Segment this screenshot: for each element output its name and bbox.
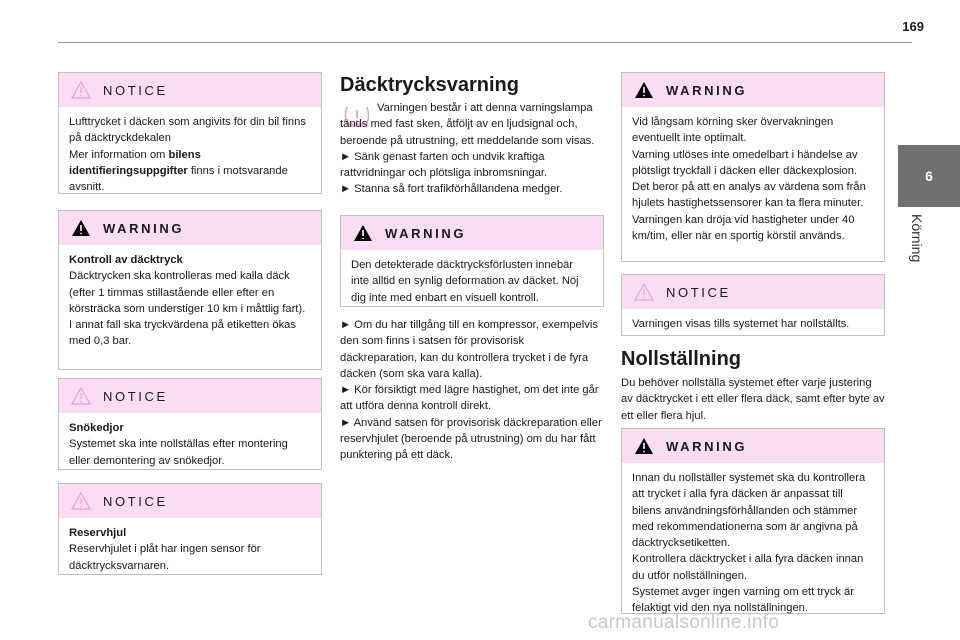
notice-triangle-icon xyxy=(71,492,91,510)
notice-header xyxy=(59,484,321,518)
chapter-title xyxy=(904,215,924,285)
tyre-warning-intro: Varningen består i att denna varningslampa tänds med fast sken, åtföljt av en ljudsignal och, beroende på utrustning, ett meddelande som visas. xyxy=(340,102,595,147)
warning-box-pressure-check xyxy=(58,210,322,370)
warning-box-deformation xyxy=(340,215,604,307)
warning-text: Däcktrycken ska kontrolleras med kalla däck (efter 1 timmas stillastående eller efter en körsträcka som understiger 10 km i måttlig fart). I annat fall ska tryckvärdena på etiketten ökas med 0,3 bar. xyxy=(69,270,306,348)
notice-header xyxy=(622,275,884,309)
warning-label: WARNING xyxy=(666,82,748,98)
notice-header xyxy=(59,73,321,107)
warning-header xyxy=(622,73,884,107)
section-heading-reset: Nollställning xyxy=(621,348,741,370)
warning-triangle-icon xyxy=(353,224,373,242)
warning-label: WARNING xyxy=(666,438,748,454)
tyre-actions xyxy=(340,317,604,464)
notice-text-end: finns i motsvarande avsnitt. xyxy=(69,164,288,194)
notice-label: NOTICE xyxy=(103,388,168,404)
notice-text: Reservhjulet i plåt har ingen sensor för däcktrycksvarnaren. xyxy=(69,543,261,572)
notice-label: NOTICE xyxy=(666,284,731,300)
notice-bold-text: bilens identifieringsuppgifter xyxy=(69,148,201,177)
warning-box-monitoring xyxy=(621,72,885,262)
warning-text: Innan du nollställer systemet ska du kontrollera att trycket i alla fyra däcken är anpassat till bilens användningsförhållanden och stämmer med rekommendationerna som är angivna på däcktrycksetiketten. Kontrollera däcktrycket i alla fyra däcken innan du utför nollställningen. Systemet avger ingen varning om ett tryck är felaktigt vid den nya nollställningen. xyxy=(632,472,866,615)
bullet-compressor: ► Om du har tillgång till en kompressor, exempelvis den som finns i satsen för provisorisk däckreparation, kan du kontrollera trycket i de fyra däcken (som ska vara kalla). xyxy=(340,319,598,380)
watermark: carmanualsonline.info xyxy=(588,612,780,633)
warning-label: WARNING xyxy=(103,220,185,236)
top-rule xyxy=(58,42,912,43)
notice-box-pressure-label xyxy=(58,72,322,194)
page-number: 169 xyxy=(902,19,924,34)
notice-label: NOTICE xyxy=(103,493,168,509)
notice-box-spare-wheel xyxy=(58,483,322,575)
notice-text: Lufttrycket i däcken som angivits för din bil finns på däcktryckdekalen Mer information om xyxy=(69,116,306,161)
warning-text: Vid långsam körning sker övervakningen eventuellt inte optimalt. Varning utlöses inte omedelbart i händelse av plötsligt tryckfall i däcken eller däckexplosion. Det beror på att en analys av värdena som från hjulets hastighetssensorer kan ta flera minuter. Varningen kan dröja vid hastigheter under 40 km/tim, eller när en sportig körstil används. xyxy=(632,116,866,243)
notice-header xyxy=(59,379,321,413)
notice-title: Snökedjor xyxy=(69,422,124,434)
section-heading-tyre-warning: Däcktrycksvarning xyxy=(340,74,519,96)
reset-intro xyxy=(621,375,885,424)
chapter-tab[interactable]: 6 xyxy=(898,145,960,207)
reset-intro-text: Du behöver nollställa systemet efter varje justering av däcktrycket i ett eller flera däck, samt efter byte av ett eller flera hjul. xyxy=(621,377,885,422)
warning-text: Den detekterade däcktrycksförlusten innebär inte alltid en synlig deformation av däcket. Nöj dig inte med enbart en visuell kontroll. xyxy=(351,259,579,304)
warning-triangle-icon xyxy=(71,219,91,237)
warning-box-before-reset xyxy=(621,428,885,614)
warning-header xyxy=(341,216,603,250)
notice-triangle-icon xyxy=(634,283,654,301)
notice-box-snow-chains xyxy=(58,378,322,470)
warning-triangle-icon xyxy=(634,81,654,99)
chapter-title-text: Körning xyxy=(909,214,925,263)
bullet-repair-kit: ► Använd satsen för provisorisk däckreparation eller reservhjulet (beroende på utrustning) om du har fått punktering på ett däck. xyxy=(340,416,602,462)
notice-label: NOTICE xyxy=(103,82,168,98)
notice-title: Reservhjul xyxy=(69,527,127,539)
notice-text: Systemet ska inte nollställas efter montering eller demontering av snökedjor. xyxy=(69,438,288,467)
bullet-stop: ► Stanna så fort trafikförhållandena medger. xyxy=(340,183,563,196)
bullet-drive-carefully: ► Kör försiktigt med lägre hastighet, om det inte går att utföra denna kontroll direkt. xyxy=(340,384,599,413)
bullet-slow-down: ► Sänk genast farten och undvik kraftiga rattvridningar och plötsliga inbromsningar. xyxy=(340,150,548,180)
warning-header xyxy=(622,429,884,463)
tyre-warning-body xyxy=(340,100,604,198)
notice-text: Varningen visas tills systemet har nollställts. xyxy=(632,318,850,330)
warning-title: Kontroll av däcktryck xyxy=(69,254,183,266)
notice-triangle-icon xyxy=(71,81,91,99)
warning-label: WARNING xyxy=(385,225,467,241)
notice-box-reset xyxy=(621,274,885,336)
warning-triangle-icon xyxy=(634,437,654,455)
warning-header xyxy=(59,211,321,245)
notice-triangle-icon xyxy=(71,387,91,405)
